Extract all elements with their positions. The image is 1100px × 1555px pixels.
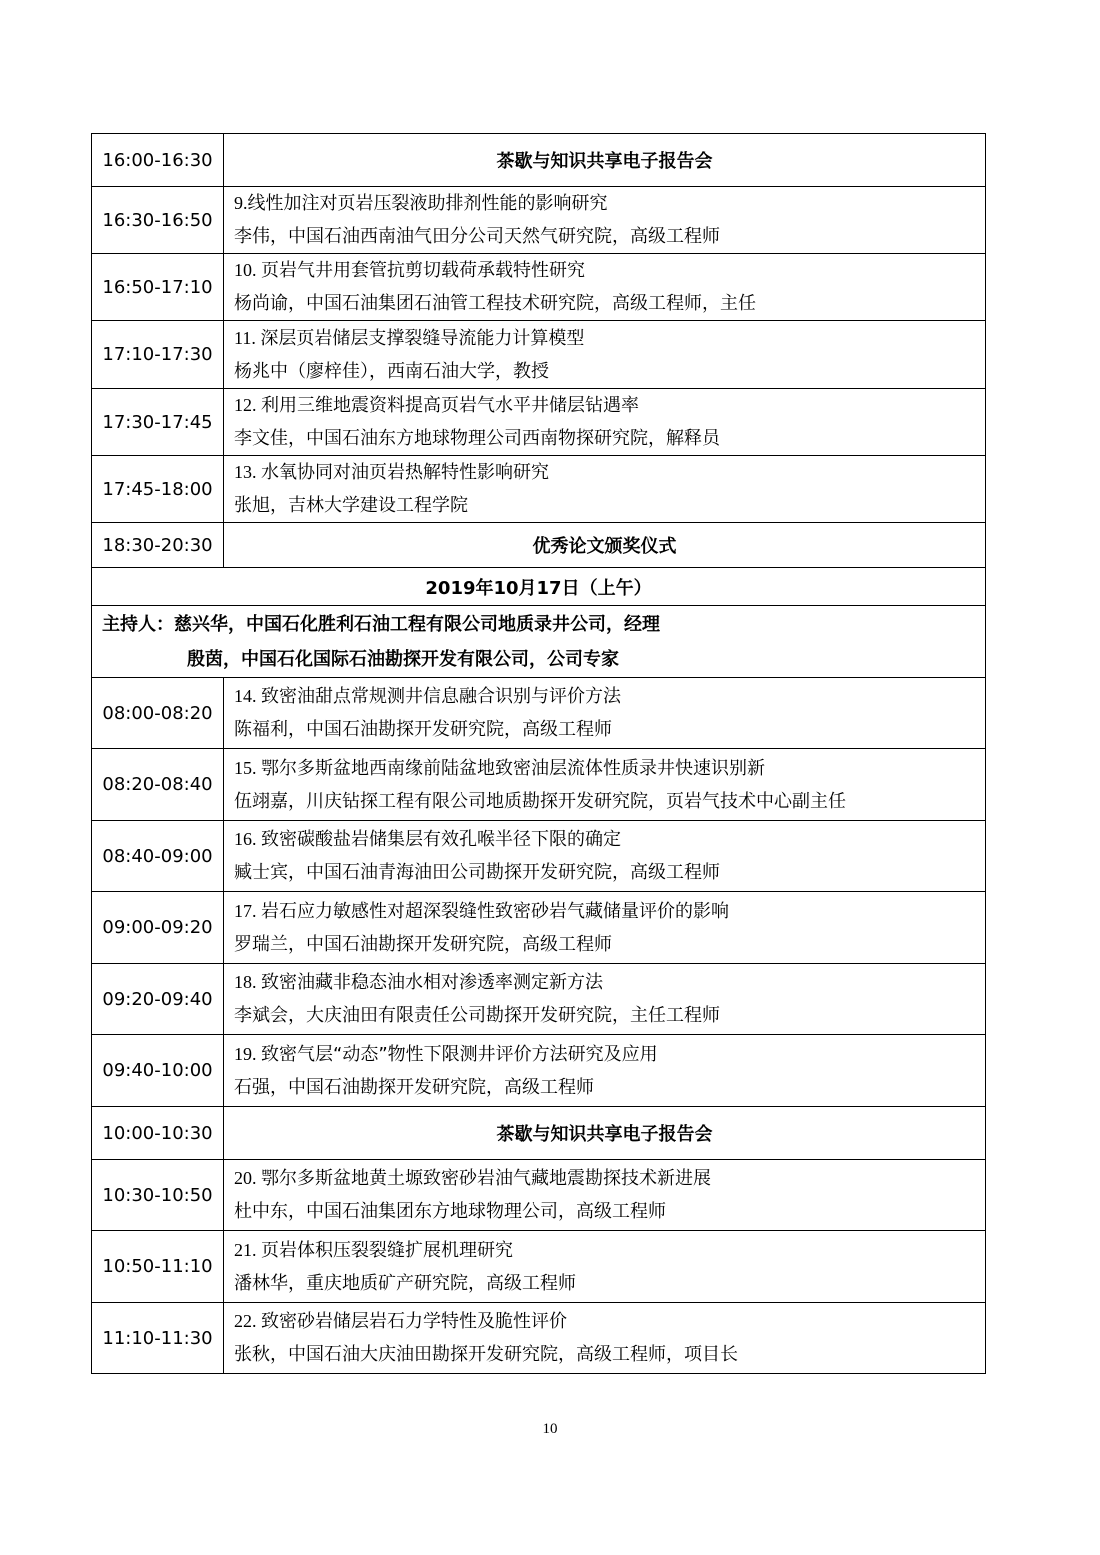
talk-author: 张秋，中国石油大庆油田勘探开发研究院，高级工程师，项目长 bbox=[234, 1344, 738, 1365]
talk-cell bbox=[224, 749, 986, 821]
talk-author: 杨兆中（廖梓佳），西南石油大学，教授 bbox=[234, 360, 549, 382]
host-row bbox=[92, 606, 986, 678]
page-number: 10 bbox=[542, 1421, 558, 1437]
talk-title-line bbox=[234, 1038, 985, 1071]
talk-author: 李伟，中国石油西南油气田分公司天然气研究院，高级工程师 bbox=[234, 226, 720, 247]
time-cell: 09:40-10:00 bbox=[92, 1035, 224, 1107]
talk-title-line bbox=[234, 456, 985, 489]
talk-cell bbox=[224, 892, 986, 964]
date-row bbox=[92, 568, 986, 606]
talk-title: 页岩体积压裂裂缝扩展机理研究 bbox=[261, 1239, 513, 1261]
talk-author: 伍翊嘉，川庆钻探工程有限公司地质勘探开发研究院，页岩气技术中心副主任 bbox=[234, 790, 846, 812]
talk-number: 15. bbox=[234, 757, 261, 778]
talk-author: 杜中东，中国石油集团东方地球物理公司，高级工程师 bbox=[234, 1201, 666, 1222]
date-heading: 2019年10月17日（上午） bbox=[92, 568, 986, 606]
talk-cell bbox=[224, 321, 986, 389]
talk-author: 张旭，吉林大学建设工程学院 bbox=[234, 495, 468, 516]
talk-title-line bbox=[234, 823, 985, 856]
talk-author: 潘林华，重庆地质矿产研究院，高级工程师 bbox=[234, 1272, 576, 1294]
time-cell: 08:00-08:20 bbox=[92, 678, 224, 749]
talk-author: 罗瑞兰，中国石油勘探开发研究院，高级工程师 bbox=[234, 933, 612, 955]
talk-number: 10. bbox=[234, 260, 261, 280]
talk-number: 20. bbox=[234, 1168, 261, 1188]
talk-number: 14. bbox=[234, 686, 261, 706]
talk-number: 13. bbox=[234, 462, 261, 482]
talk-cell bbox=[224, 964, 986, 1035]
talk-title-line bbox=[234, 966, 985, 999]
talk-cell bbox=[224, 821, 986, 892]
talk-title-line bbox=[234, 752, 985, 785]
talk-title: 线性加注对页岩压裂液助排剂性能的影响研究 bbox=[247, 193, 608, 214]
break-label: 茶歇与知识共享电子报告会 bbox=[224, 1107, 986, 1160]
talk-author: 杨尚谕，中国石油集团石油管工程技术研究院，高级工程师，主任 bbox=[234, 293, 756, 314]
talk-title: 深层页岩储层支撑裂缝导流能力计算模型 bbox=[260, 327, 585, 349]
time-cell: 11:10-11:30 bbox=[92, 1303, 224, 1374]
time-cell: 10:50-11:10 bbox=[92, 1231, 224, 1303]
host-line-2: 殷茵，中国石化国际石油勘探开发有限公司，公司专家 bbox=[187, 648, 619, 670]
talk-title-line bbox=[234, 680, 985, 713]
talk-row bbox=[92, 1035, 986, 1107]
talk-title: 鄂尔多斯盆地西南缘前陆盆地致密油层流体性质录井快速识别新 bbox=[261, 757, 765, 779]
break-label: 优秀论文颁奖仪式 bbox=[224, 523, 986, 568]
break-row bbox=[92, 1107, 986, 1160]
talk-title: 致密油藏非稳态油水相对渗透率测定新方法 bbox=[261, 972, 603, 993]
talk-title-line bbox=[234, 389, 985, 422]
time-cell: 16:50-17:10 bbox=[92, 254, 224, 321]
talk-row bbox=[92, 187, 986, 254]
talk-row bbox=[92, 321, 986, 389]
talk-title: 致密砂岩储层岩石力学特性及脆性评价 bbox=[261, 1311, 567, 1332]
time-cell: 09:00-09:20 bbox=[92, 892, 224, 964]
talk-row bbox=[92, 964, 986, 1035]
talk-title-line bbox=[234, 895, 985, 928]
talk-author: 李文佳，中国石油东方地球物理公司西南物探研究院，解释员 bbox=[234, 428, 720, 449]
time-cell: 17:10-17:30 bbox=[92, 321, 224, 389]
host-cell bbox=[92, 606, 986, 678]
talk-row bbox=[92, 456, 986, 523]
time-cell: 16:00-16:30 bbox=[92, 134, 224, 187]
break-row bbox=[92, 134, 986, 187]
schedule-table bbox=[91, 133, 986, 1374]
talk-title: 利用三维地震资料提高页岩气水平井储层钻遇率 bbox=[261, 395, 639, 416]
talk-row bbox=[92, 892, 986, 964]
talk-title: 致密油甜点常规测井信息融合识别与评价方法 bbox=[261, 686, 621, 707]
talk-title: 致密气层“动态”物性下限测井评价方法研究及应用 bbox=[261, 1043, 658, 1065]
talk-row bbox=[92, 678, 986, 749]
talk-cell bbox=[224, 389, 986, 456]
talk-number: 21. bbox=[234, 1239, 261, 1260]
talk-row bbox=[92, 749, 986, 821]
talk-title: 水氧协同对油页岩热解特性影响研究 bbox=[261, 462, 549, 483]
talk-title: 鄂尔多斯盆地黄土塬致密砂岩油气藏地震勘探技术新进展 bbox=[261, 1168, 711, 1189]
talk-cell bbox=[224, 1035, 986, 1107]
talk-title-line bbox=[234, 254, 985, 287]
time-cell: 09:20-09:40 bbox=[92, 964, 224, 1035]
talk-number: 18. bbox=[234, 972, 261, 992]
time-cell: 08:20-08:40 bbox=[92, 749, 224, 821]
talk-cell bbox=[224, 254, 986, 321]
talk-title: 岩石应力敏感性对超深裂缝性致密砂岩气藏储量评价的影响 bbox=[261, 900, 729, 922]
host-line-1: 主持人：慈兴华，中国石化胜利石油工程有限公司地质录井公司，经理 bbox=[102, 613, 660, 635]
talk-number: 22. bbox=[234, 1311, 261, 1331]
talk-author: 臧士宾，中国石油青海油田公司勘探开发研究院，高级工程师 bbox=[234, 862, 720, 883]
talk-number: 16. bbox=[234, 829, 261, 849]
talk-title: 页岩气井用套管抗剪切载荷承载特性研究 bbox=[261, 260, 585, 281]
talk-row bbox=[92, 389, 986, 456]
talk-row bbox=[92, 1160, 986, 1231]
talk-cell bbox=[224, 187, 986, 254]
time-cell: 10:30-10:50 bbox=[92, 1160, 224, 1231]
talk-number: 9. bbox=[234, 193, 248, 213]
talk-cell bbox=[224, 678, 986, 749]
talk-row bbox=[92, 1231, 986, 1303]
talk-title: 致密碳酸盐岩储集层有效孔喉半径下限的确定 bbox=[261, 829, 621, 850]
talk-row bbox=[92, 254, 986, 321]
talk-cell bbox=[224, 1160, 986, 1231]
time-cell: 17:30-17:45 bbox=[92, 389, 224, 456]
talk-number: 11. bbox=[234, 327, 261, 348]
talk-row bbox=[92, 821, 986, 892]
talk-author: 陈福利，中国石油勘探开发研究院，高级工程师 bbox=[234, 719, 612, 740]
talk-number: 19. bbox=[234, 1043, 261, 1064]
talk-title-line bbox=[234, 322, 985, 355]
break-label: 茶歇与知识共享电子报告会 bbox=[224, 134, 986, 187]
talk-row bbox=[92, 1303, 986, 1374]
talk-title-line bbox=[234, 1234, 985, 1267]
time-cell: 16:30-16:50 bbox=[92, 187, 224, 254]
talk-author: 石强，中国石油勘探开发研究院，高级工程师 bbox=[234, 1076, 594, 1098]
talk-cell bbox=[224, 1231, 986, 1303]
talk-cell bbox=[224, 456, 986, 523]
time-cell: 10:00-10:30 bbox=[92, 1107, 224, 1160]
talk-number: 12. bbox=[234, 395, 261, 415]
break-row bbox=[92, 523, 986, 568]
time-cell: 17:45-18:00 bbox=[92, 456, 224, 523]
time-cell: 08:40-09:00 bbox=[92, 821, 224, 892]
talk-title-line bbox=[234, 1162, 985, 1195]
talk-title-line bbox=[234, 187, 985, 220]
time-cell: 18:30-20:30 bbox=[92, 523, 224, 568]
talk-title-line bbox=[234, 1305, 985, 1338]
talk-author: 李斌会，大庆油田有限责任公司勘探开发研究院，主任工程师 bbox=[234, 1005, 720, 1026]
talk-cell bbox=[224, 1303, 986, 1374]
talk-number: 17. bbox=[234, 900, 261, 921]
